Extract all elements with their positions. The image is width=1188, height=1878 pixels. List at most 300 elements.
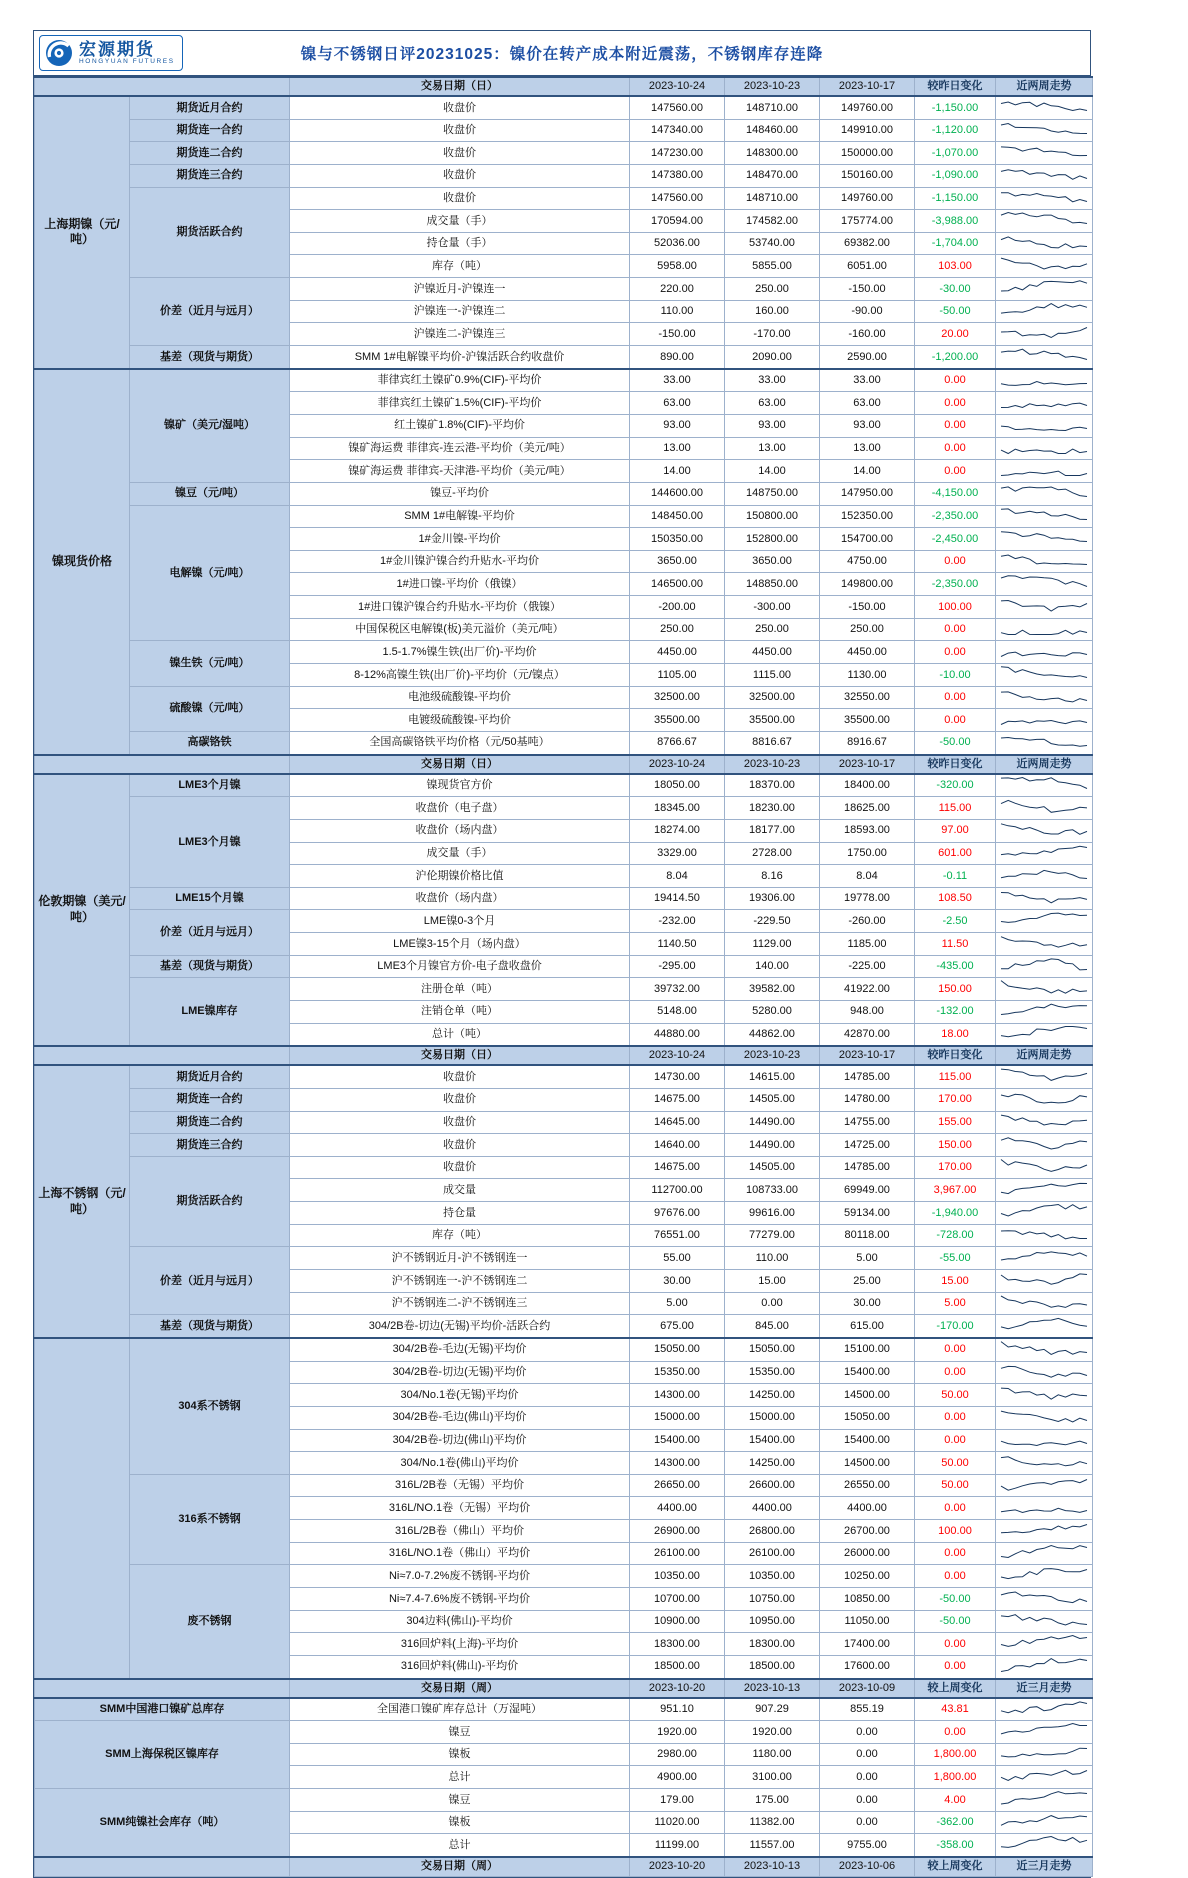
value-date-1: 146500.00 [630, 573, 725, 596]
indicator-name: 304/2B卷-毛边(无锡)平均价 [290, 1338, 630, 1361]
trend-sparkline [996, 437, 1093, 460]
trend-sparkline [996, 255, 1093, 278]
indicator-name: 沪不锈钢近月-沪不锈钢连一 [290, 1247, 630, 1270]
group-label: 期货连二合约 [130, 1111, 290, 1134]
change-value: 3,967.00 [915, 1179, 996, 1202]
change-value: 1,800.00 [915, 1766, 996, 1789]
date-col-1: 2023-10-20 [630, 1679, 725, 1698]
value-date-1: 4450.00 [630, 641, 725, 664]
sparkline-svg [998, 732, 1090, 750]
value-date-3: 250.00 [820, 618, 915, 641]
date-col-2: 2023-10-23 [725, 755, 820, 774]
report-title: 镍与不锈钢日评20231025：镍价在转产成本附近震荡，不锈钢库存连降 [300, 46, 824, 63]
indicator-name: 镍板 [290, 1743, 630, 1766]
trend-sparkline [996, 1338, 1093, 1361]
change-value: 50.00 [915, 1474, 996, 1497]
change-value: 18.00 [915, 1023, 996, 1046]
value-date-3: -150.00 [820, 278, 915, 301]
sparkline-svg [998, 1834, 1090, 1852]
sparkline-svg [998, 797, 1090, 815]
value-date-3: 15100.00 [820, 1338, 915, 1361]
data-row [35, 1315, 1093, 1338]
data-row [35, 119, 1093, 142]
trend-sparkline [996, 392, 1093, 415]
trend-sparkline [996, 596, 1093, 619]
value-date-3: 13.00 [820, 437, 915, 460]
trend-sparkline [996, 1497, 1093, 1520]
value-date-2: 1920.00 [725, 1721, 820, 1744]
trend-sparkline [996, 550, 1093, 573]
sparkline-svg [998, 1024, 1090, 1042]
sparkline-svg [998, 1225, 1090, 1243]
value-date-3: 11050.00 [820, 1610, 915, 1633]
trend-header: 近两周走势 [996, 1046, 1093, 1065]
trend-sparkline [996, 1247, 1093, 1270]
value-date-2: 148710.00 [725, 187, 820, 210]
value-date-1: 148450.00 [630, 505, 725, 528]
value-date-1: 63.00 [630, 392, 725, 415]
change-value: -1,090.00 [915, 164, 996, 187]
logo [39, 35, 183, 71]
indicator-name: SMM 1#电解镍-平均价 [290, 505, 630, 528]
trend-sparkline [996, 573, 1093, 596]
value-date-2: 33.00 [725, 369, 820, 392]
value-date-3: 14785.00 [820, 1065, 915, 1088]
sparkline-svg [998, 888, 1090, 906]
sparkline-svg [998, 323, 1090, 341]
group-label: 硫酸镍（元/吨） [130, 686, 290, 731]
date-header-row [35, 755, 1093, 774]
date-col-2: 2023-10-23 [725, 1046, 820, 1065]
trend-sparkline [996, 119, 1093, 142]
sparkline-svg [998, 709, 1090, 727]
value-date-2: 10750.00 [725, 1588, 820, 1611]
value-date-1: 1105.00 [630, 664, 725, 687]
value-date-2: 5855.00 [725, 255, 820, 278]
data-row [35, 1474, 1093, 1497]
trend-header: 近两周走势 [996, 755, 1093, 774]
indicator-name: LME镍0-3个月 [290, 910, 630, 933]
indicator-name: 收盘价 [290, 1065, 630, 1088]
section-label: 伦敦期镍（美元/吨） [35, 774, 130, 1047]
data-row [35, 1156, 1093, 1179]
data-row [35, 164, 1093, 187]
data-row [35, 1111, 1093, 1134]
value-date-2: 175.00 [725, 1789, 820, 1812]
value-date-3: 855.19 [820, 1698, 915, 1721]
group-label: 镍豆（元/吨） [130, 482, 290, 505]
value-date-3: 10250.00 [820, 1565, 915, 1588]
indicator-name: 电池级硫酸镍-平均价 [290, 686, 630, 709]
value-date-1: 179.00 [630, 1789, 725, 1812]
value-date-3: 17600.00 [820, 1655, 915, 1678]
trend-sparkline [996, 528, 1093, 551]
indicator-name: 菲律宾红土镍矿1.5%(CIF)-平均价 [290, 392, 630, 415]
value-date-2: 14.00 [725, 460, 820, 483]
sparkline-svg [998, 460, 1090, 478]
sparkline-svg [998, 301, 1090, 319]
value-date-3: 149760.00 [820, 187, 915, 210]
table-body [35, 77, 1093, 1876]
date-header-label: 交易日期（日） [290, 77, 630, 96]
sparkline-svg [998, 210, 1090, 228]
group-label: 期货近月合约 [130, 96, 290, 119]
change-value: 43.81 [915, 1698, 996, 1721]
change-value: 0.00 [915, 1429, 996, 1452]
indicator-name: 304/No.1卷(佛山)平均价 [290, 1452, 630, 1475]
value-date-3: 14.00 [820, 460, 915, 483]
change-value: 0.00 [915, 437, 996, 460]
value-date-3: 32550.00 [820, 686, 915, 709]
change-header: 较昨日变化 [915, 1046, 996, 1065]
indicator-name: 收盘价 [290, 1156, 630, 1179]
value-date-2: 0.00 [725, 1292, 820, 1315]
sparkline-svg [998, 392, 1090, 410]
value-date-2: 10950.00 [725, 1610, 820, 1633]
data-row [35, 346, 1093, 369]
value-date-2: 5280.00 [725, 1000, 820, 1023]
value-date-2: 907.29 [725, 1698, 820, 1721]
date-header-label: 交易日期（日） [290, 1046, 630, 1065]
date-col-1: 2023-10-24 [630, 755, 725, 774]
value-date-2: 26100.00 [725, 1542, 820, 1565]
sparkline-svg [998, 165, 1090, 183]
value-date-3: 615.00 [820, 1315, 915, 1338]
trend-sparkline [996, 910, 1093, 933]
value-date-1: 18274.00 [630, 819, 725, 842]
sparkline-svg [998, 1179, 1090, 1197]
value-date-3: 25.00 [820, 1270, 915, 1293]
change-value: 0.00 [915, 1633, 996, 1656]
date-col-3: 2023-10-09 [820, 1679, 915, 1698]
change-value: 1,800.00 [915, 1743, 996, 1766]
value-date-1: 8766.67 [630, 731, 725, 754]
sparkline-svg [998, 1452, 1090, 1470]
value-date-3: 26000.00 [820, 1542, 915, 1565]
value-date-1: 5148.00 [630, 1000, 725, 1023]
indicator-name: 全国高碳铬铁平均价格（元/50基吨） [290, 731, 630, 754]
data-row [35, 1338, 1093, 1361]
group-label: 期货连二合约 [130, 142, 290, 165]
value-date-3: 4750.00 [820, 550, 915, 573]
sparkline-svg [998, 1293, 1090, 1311]
indicator-name: 316L/NO.1卷（佛山）平均价 [290, 1542, 630, 1565]
value-date-2: 4400.00 [725, 1497, 820, 1520]
trend-sparkline [996, 1542, 1093, 1565]
data-row [35, 686, 1093, 709]
change-header: 较上周变化 [915, 1679, 996, 1698]
value-date-1: 14675.00 [630, 1088, 725, 1111]
value-date-3: 1185.00 [820, 933, 915, 956]
value-date-3: 0.00 [820, 1766, 915, 1789]
value-date-3: 33.00 [820, 369, 915, 392]
logo-icon [44, 38, 74, 68]
value-date-2: 63.00 [725, 392, 820, 415]
trend-sparkline [996, 1834, 1093, 1857]
change-value: 0.00 [915, 1565, 996, 1588]
change-value: -0.11 [915, 865, 996, 888]
trend-sparkline [996, 1565, 1093, 1588]
sparkline-svg [998, 1565, 1090, 1583]
value-date-1: 14300.00 [630, 1384, 725, 1407]
trend-sparkline [996, 1065, 1093, 1088]
data-row [35, 187, 1093, 210]
value-date-2: 14505.00 [725, 1088, 820, 1111]
value-date-3: -90.00 [820, 300, 915, 323]
indicator-name: 沪伦期镍价格比值 [290, 865, 630, 888]
header-spacer [35, 755, 290, 774]
value-date-1: 15400.00 [630, 1429, 725, 1452]
sparkline-svg [998, 1766, 1090, 1784]
sparkline-svg [998, 820, 1090, 838]
indicator-name: 成交量（手） [290, 210, 630, 233]
indicator-name: 1#进口镍-平均价（俄镍） [290, 573, 630, 596]
trend-sparkline [996, 1520, 1093, 1543]
sparkline-svg [998, 1157, 1090, 1175]
value-date-3: 0.00 [820, 1811, 915, 1834]
value-date-2: -300.00 [725, 596, 820, 619]
indicator-name: 304边料(佛山)-平均价 [290, 1610, 630, 1633]
value-date-2: 44862.00 [725, 1023, 820, 1046]
value-date-1: 5.00 [630, 1292, 725, 1315]
sparkline-svg [998, 255, 1090, 273]
indicator-name: 注册仓单（吨） [290, 978, 630, 1001]
value-date-2: 148710.00 [725, 96, 820, 119]
change-value: 108.50 [915, 887, 996, 910]
change-value: 5.00 [915, 1292, 996, 1315]
value-date-3: 18593.00 [820, 819, 915, 842]
trend-sparkline [996, 1721, 1093, 1744]
header-spacer [35, 77, 290, 96]
indicator-name: 镍矿海运费 菲律宾-天津港-平均价（美元/吨） [290, 460, 630, 483]
trend-sparkline [996, 842, 1093, 865]
value-date-2: 15400.00 [725, 1429, 820, 1452]
sparkline-svg [998, 1744, 1090, 1762]
value-date-1: 44880.00 [630, 1023, 725, 1046]
indicator-name: 沪镍连一-沪镍连二 [290, 300, 630, 323]
title-bar [34, 31, 1090, 76]
change-value: 0.00 [915, 550, 996, 573]
group-label: LME3个月镍 [130, 774, 290, 797]
value-date-1: 18300.00 [630, 1633, 725, 1656]
value-date-2: 14250.00 [725, 1384, 820, 1407]
sparkline-svg [998, 1699, 1090, 1717]
value-date-2: 2090.00 [725, 346, 820, 369]
value-date-1: 14640.00 [630, 1134, 725, 1157]
value-date-1: 110.00 [630, 300, 725, 323]
trend-sparkline [996, 1315, 1093, 1338]
value-date-3: 0.00 [820, 1721, 915, 1744]
change-value: 0.00 [915, 392, 996, 415]
indicator-name: 持仓量 [290, 1202, 630, 1225]
change-value: -1,150.00 [915, 187, 996, 210]
value-date-3: 2590.00 [820, 346, 915, 369]
data-row [35, 978, 1093, 1001]
trend-sparkline [996, 664, 1093, 687]
change-value: -2,350.00 [915, 573, 996, 596]
sparkline-svg [998, 641, 1090, 659]
value-date-2: 2728.00 [725, 842, 820, 865]
value-date-1: 14.00 [630, 460, 725, 483]
sparkline-svg [998, 619, 1090, 637]
data-row [35, 142, 1093, 165]
indicator-name: 镍矿海运费 菲律宾-连云港-平均价（美元/吨） [290, 437, 630, 460]
value-date-1: 147560.00 [630, 187, 725, 210]
section-label: 镍现货价格 [35, 369, 130, 755]
value-date-2: 250.00 [725, 618, 820, 641]
trend-sparkline [996, 1655, 1093, 1678]
value-date-2: 152800.00 [725, 528, 820, 551]
value-date-3: 4400.00 [820, 1497, 915, 1520]
sparkline-svg [998, 1270, 1090, 1288]
sparkline-svg [998, 1001, 1090, 1019]
value-date-2: 3650.00 [725, 550, 820, 573]
value-date-1: 18050.00 [630, 774, 725, 797]
value-date-1: 76551.00 [630, 1224, 725, 1247]
indicator-name: 收盘价（场内盘） [290, 819, 630, 842]
trend-sparkline [996, 1224, 1093, 1247]
sparkline-svg [998, 551, 1090, 569]
indicator-name: 316回炉料(上海)-平均价 [290, 1633, 630, 1656]
sparkline-svg [998, 865, 1090, 883]
value-date-1: 3650.00 [630, 550, 725, 573]
sparkline-svg [998, 1789, 1090, 1807]
header-spacer [35, 1679, 290, 1698]
value-date-3: 80118.00 [820, 1224, 915, 1247]
value-date-2: 11557.00 [725, 1834, 820, 1857]
value-date-2: 14505.00 [725, 1156, 820, 1179]
indicator-name: 注销仓单（吨） [290, 1000, 630, 1023]
change-value: 0.00 [915, 1655, 996, 1678]
indicator-name: 收盘价 [290, 1111, 630, 1134]
value-date-2: 108733.00 [725, 1179, 820, 1202]
change-value: -50.00 [915, 1588, 996, 1611]
indicator-name: 304/2B卷-切边(无锡)平均价-活跃合约 [290, 1315, 630, 1338]
indicator-name: 8-12%高镍生铁(出厂价)-平均价（元/镍点） [290, 664, 630, 687]
sparkline-svg [998, 370, 1090, 388]
value-date-1: 675.00 [630, 1315, 725, 1338]
indicator-name: SMM 1#电解镍平均价-沪镍活跃合约收盘价 [290, 346, 630, 369]
sparkline-svg [998, 1315, 1090, 1333]
change-value: 100.00 [915, 596, 996, 619]
sparkline-svg [998, 1407, 1090, 1425]
value-date-1: 26650.00 [630, 1474, 725, 1497]
trend-sparkline [996, 1111, 1093, 1134]
indicator-name: 1#金川镍沪镍合约升贴水-平均价 [290, 550, 630, 573]
change-value: 0.00 [915, 460, 996, 483]
group-label: 价差（近月与远月） [130, 910, 290, 955]
sparkline-svg [998, 1520, 1090, 1538]
value-date-1: 5958.00 [630, 255, 725, 278]
value-date-2: 39582.00 [725, 978, 820, 1001]
date-col-1: 2023-10-20 [630, 1857, 725, 1876]
trend-sparkline [996, 1588, 1093, 1611]
value-date-2: 18370.00 [725, 774, 820, 797]
value-date-1: 14300.00 [630, 1452, 725, 1475]
change-value: -1,070.00 [915, 142, 996, 165]
sparkline-svg [998, 506, 1090, 524]
value-date-3: 18625.00 [820, 797, 915, 820]
group-label: 基差（现货与期货） [130, 955, 290, 978]
value-date-3: 26550.00 [820, 1474, 915, 1497]
value-date-3: 19778.00 [820, 887, 915, 910]
value-date-2: 18500.00 [725, 1655, 820, 1678]
date-header-row [35, 1046, 1093, 1065]
value-date-3: 69382.00 [820, 232, 915, 255]
sparkline-svg [998, 910, 1090, 928]
change-value: -55.00 [915, 1247, 996, 1270]
data-row [35, 774, 1093, 797]
change-value: -1,120.00 [915, 119, 996, 142]
value-date-3: -225.00 [820, 955, 915, 978]
group-label: 期货连一合约 [130, 119, 290, 142]
group-label: 基差（现货与期货） [130, 346, 290, 369]
data-row [35, 887, 1093, 910]
change-value: -170.00 [915, 1315, 996, 1338]
change-value: -362.00 [915, 1811, 996, 1834]
section-label: 上海期镍（元/吨） [35, 96, 130, 369]
value-date-3: 9755.00 [820, 1834, 915, 1857]
value-date-1: -200.00 [630, 596, 725, 619]
trend-sparkline [996, 1270, 1093, 1293]
trend-sparkline [996, 1179, 1093, 1202]
value-date-1: 14675.00 [630, 1156, 725, 1179]
value-date-1: 147560.00 [630, 96, 725, 119]
value-date-3: 10850.00 [820, 1588, 915, 1611]
indicator-name: 成交量 [290, 1179, 630, 1202]
indicator-name: 收盘价（电子盘） [290, 797, 630, 820]
data-row [35, 1247, 1093, 1270]
value-date-2: 13.00 [725, 437, 820, 460]
value-date-3: 15050.00 [820, 1406, 915, 1429]
change-value: 0.00 [915, 709, 996, 732]
indicator-name: 304/2B卷-切边(佛山)平均价 [290, 1429, 630, 1452]
value-date-2: 148850.00 [725, 573, 820, 596]
change-header: 较上周变化 [915, 1857, 996, 1876]
sparkline-svg [998, 1588, 1090, 1606]
change-value: 115.00 [915, 797, 996, 820]
date-col-1: 2023-10-24 [630, 77, 725, 96]
data-row [35, 96, 1093, 119]
sparkline-svg [998, 188, 1090, 206]
trend-sparkline [996, 686, 1093, 709]
change-value: -50.00 [915, 731, 996, 754]
sparkline-svg [998, 573, 1090, 591]
value-date-3: 0.00 [820, 1743, 915, 1766]
logo-subtitle: HONGYUAN FUTURES [79, 58, 175, 66]
indicator-name: 316L/NO.1卷（无锡）平均价 [290, 1497, 630, 1520]
value-date-3: 150000.00 [820, 142, 915, 165]
value-date-2: 1129.00 [725, 933, 820, 956]
value-date-3: 41922.00 [820, 978, 915, 1001]
value-date-3: 35500.00 [820, 709, 915, 732]
indicator-name: 镍豆 [290, 1721, 630, 1744]
trend-sparkline [996, 142, 1093, 165]
value-date-1: 3329.00 [630, 842, 725, 865]
value-date-3: 1750.00 [820, 842, 915, 865]
value-date-3: -260.00 [820, 910, 915, 933]
value-date-2: 148470.00 [725, 164, 820, 187]
value-date-2: 32500.00 [725, 686, 820, 709]
sparkline-svg [998, 1611, 1090, 1629]
value-date-1: 33.00 [630, 369, 725, 392]
group-label: 高碳铬铁 [130, 731, 290, 754]
change-value: 0.00 [915, 641, 996, 664]
data-row [35, 910, 1093, 933]
value-date-1: 18345.00 [630, 797, 725, 820]
trend-sparkline [996, 1292, 1093, 1315]
sparkline-svg [998, 1089, 1090, 1107]
